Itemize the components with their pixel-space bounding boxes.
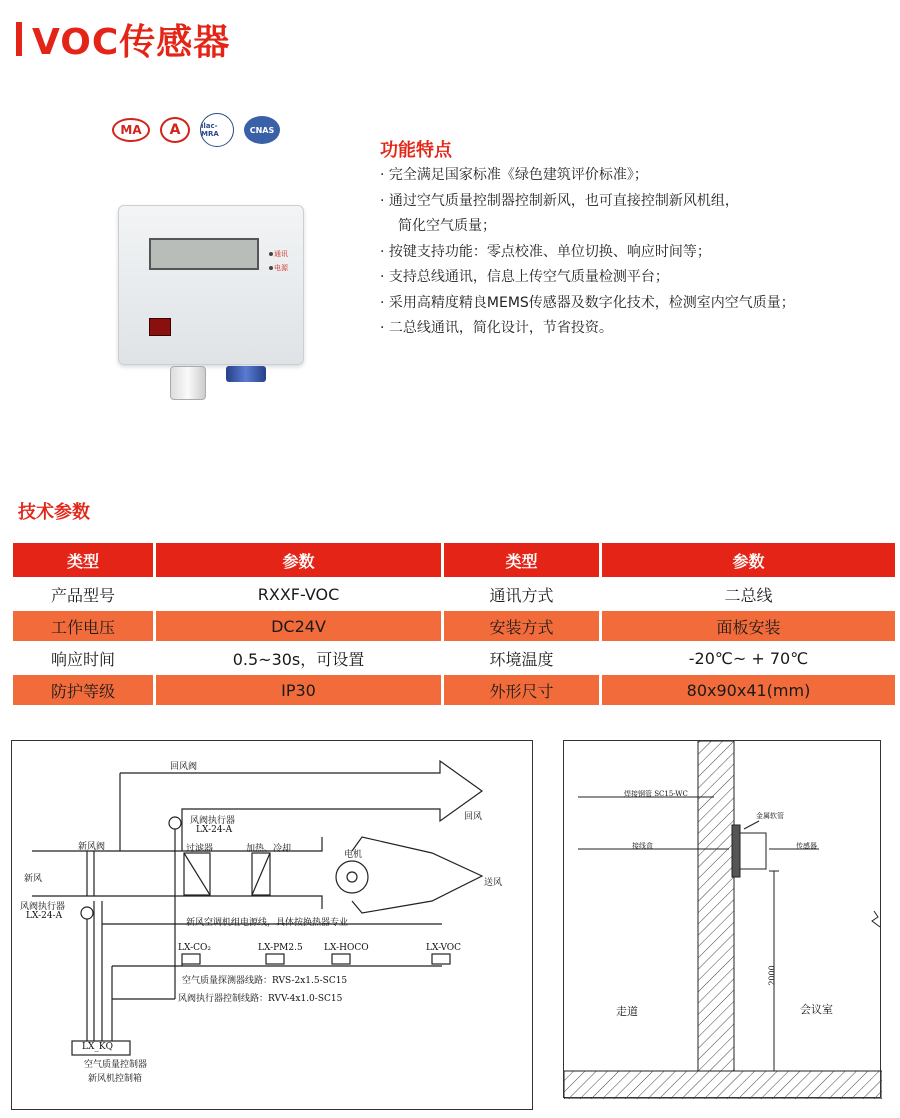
- table-cell: 通讯方式: [444, 579, 599, 609]
- device-lcd-screen: [149, 238, 259, 270]
- table-row: [13, 579, 895, 609]
- wiring-diagram: [11, 740, 533, 1110]
- table-row: [13, 611, 895, 641]
- label-actuator-line: 风阀执行器控制线路：RVV-4x1.0-SC15: [178, 994, 343, 1004]
- label-power-note: 新风空调机组电源线，具体按换热器专业: [186, 918, 349, 928]
- device-button: [149, 318, 171, 336]
- label-actuator-left: 风阀执行器: [20, 902, 66, 912]
- label-sensor-pm25: LX-PM2.5: [258, 943, 303, 953]
- feature-item: · 采用高精度精良MEMS传感器及数字化技术，检测室内空气质量；: [380, 294, 795, 311]
- device-led-comm-label: 通讯: [274, 250, 288, 258]
- feature-item: · 通过空气质量控制器控制新风，也可直接控制新风机组，: [380, 192, 739, 209]
- table-cell: 响应时间: [13, 643, 153, 673]
- device-led-comm: [269, 252, 273, 256]
- table-cell: DC24V: [156, 611, 441, 641]
- feature-item: · 完全满足国家标准《绿色建筑评价标准》；: [380, 167, 648, 183]
- label-height: 2000: [767, 965, 777, 986]
- cable-gland-white: [170, 366, 206, 400]
- ca-cert-icon: A: [160, 117, 190, 143]
- header-param: 参数: [156, 543, 441, 577]
- device-led-power-label: 电源: [274, 264, 288, 272]
- params-header-row: [13, 543, 895, 577]
- label-heat-cool: 加热、冷却: [246, 844, 292, 854]
- device-led-power: [269, 266, 273, 270]
- feature-item: · 支持总线通讯，信息上传空气质量检测平台；: [380, 269, 669, 285]
- ilac-mra-cert-icon: ilac-MRA: [200, 113, 234, 147]
- label-return-air: 回风: [464, 812, 483, 822]
- label-fresh-air: 新风: [24, 874, 43, 884]
- label-corridor: 走道: [616, 1005, 638, 1018]
- table-cell: -20℃~ + 70℃: [602, 643, 895, 673]
- header-type: 类型: [13, 543, 153, 577]
- label-fan: 电机: [344, 850, 363, 860]
- label-controller-sub: 新风机控制箱: [88, 1074, 143, 1084]
- cnas-cert-icon: CNAS: [244, 116, 280, 144]
- feature-item: · 二总线通讯，简化设计，节省投资。: [380, 320, 613, 336]
- label-metal-hose: 金属软管: [756, 812, 784, 820]
- params-title: 技术参数: [18, 502, 90, 523]
- features-title: 功能特点: [380, 140, 452, 161]
- label-sensor-hoco: LX-HOCO: [324, 943, 369, 953]
- label-sensor-voc: LX-VOC: [426, 943, 462, 953]
- table-cell: 外形尺寸: [444, 675, 599, 705]
- table-cell: 80x90x41(mm): [602, 675, 895, 705]
- table-cell: IP30: [156, 675, 441, 705]
- installation-diagram-lines: [564, 741, 882, 1099]
- table-cell: 环境温度: [444, 643, 599, 673]
- title-accent-bar: [16, 22, 22, 56]
- table-row: [13, 643, 895, 673]
- header-param: 参数: [602, 543, 895, 577]
- label-controller-name: 空气质量控制器: [84, 1060, 148, 1070]
- label-actuator-top-model: LX-24-A: [196, 825, 233, 835]
- label-controller-box: LX_KQ: [82, 1042, 113, 1052]
- label-actuator-left-model: LX-24-A: [26, 911, 63, 921]
- feature-item: · 按键支持功能：零点校准、单位切换、响应时间等；: [380, 243, 711, 260]
- table-cell: RXXF-VOC: [156, 579, 441, 609]
- cable-gland-blue: [226, 366, 266, 382]
- features-list: [380, 163, 795, 342]
- table-cell: 二总线: [602, 579, 895, 609]
- header-type: 类型: [444, 543, 599, 577]
- label-bus-line: 空气质量探测器线路：RVS-2x1.5-SC15: [182, 976, 348, 986]
- ma-cert-icon: MA: [112, 118, 150, 142]
- table-row: [13, 675, 895, 705]
- label-meeting-room: 会议室: [800, 1003, 833, 1016]
- table-cell: 0.5~30s，可设置: [156, 643, 441, 673]
- label-supply-air: 送风: [484, 878, 503, 888]
- table-cell: 产品型号: [13, 579, 153, 609]
- table-cell: 面板安装: [602, 611, 895, 641]
- label-filter: 过滤器: [186, 844, 214, 854]
- label-sensor: 传感器: [796, 842, 817, 850]
- certification-row: [112, 113, 280, 147]
- label-actuator-top: 风阀执行器: [190, 816, 236, 826]
- label-return-valve: 回风阀: [170, 762, 198, 772]
- label-fresh-valve: 新风阀: [78, 842, 106, 852]
- page-title: VOC传感器: [32, 22, 231, 63]
- table-cell: 防护等级: [13, 675, 153, 705]
- feature-item: 简化空气质量；: [398, 218, 496, 234]
- params-table: [10, 541, 898, 707]
- label-conduit: 焊接钢管 SC15-WC: [624, 790, 688, 798]
- label-junction: 接线盒: [632, 842, 653, 850]
- label-sensor-co2: LX-CO₂: [178, 943, 211, 953]
- installation-diagram: [563, 740, 881, 1098]
- device-photo: [118, 205, 304, 365]
- table-cell: 安装方式: [444, 611, 599, 641]
- table-cell: 工作电压: [13, 611, 153, 641]
